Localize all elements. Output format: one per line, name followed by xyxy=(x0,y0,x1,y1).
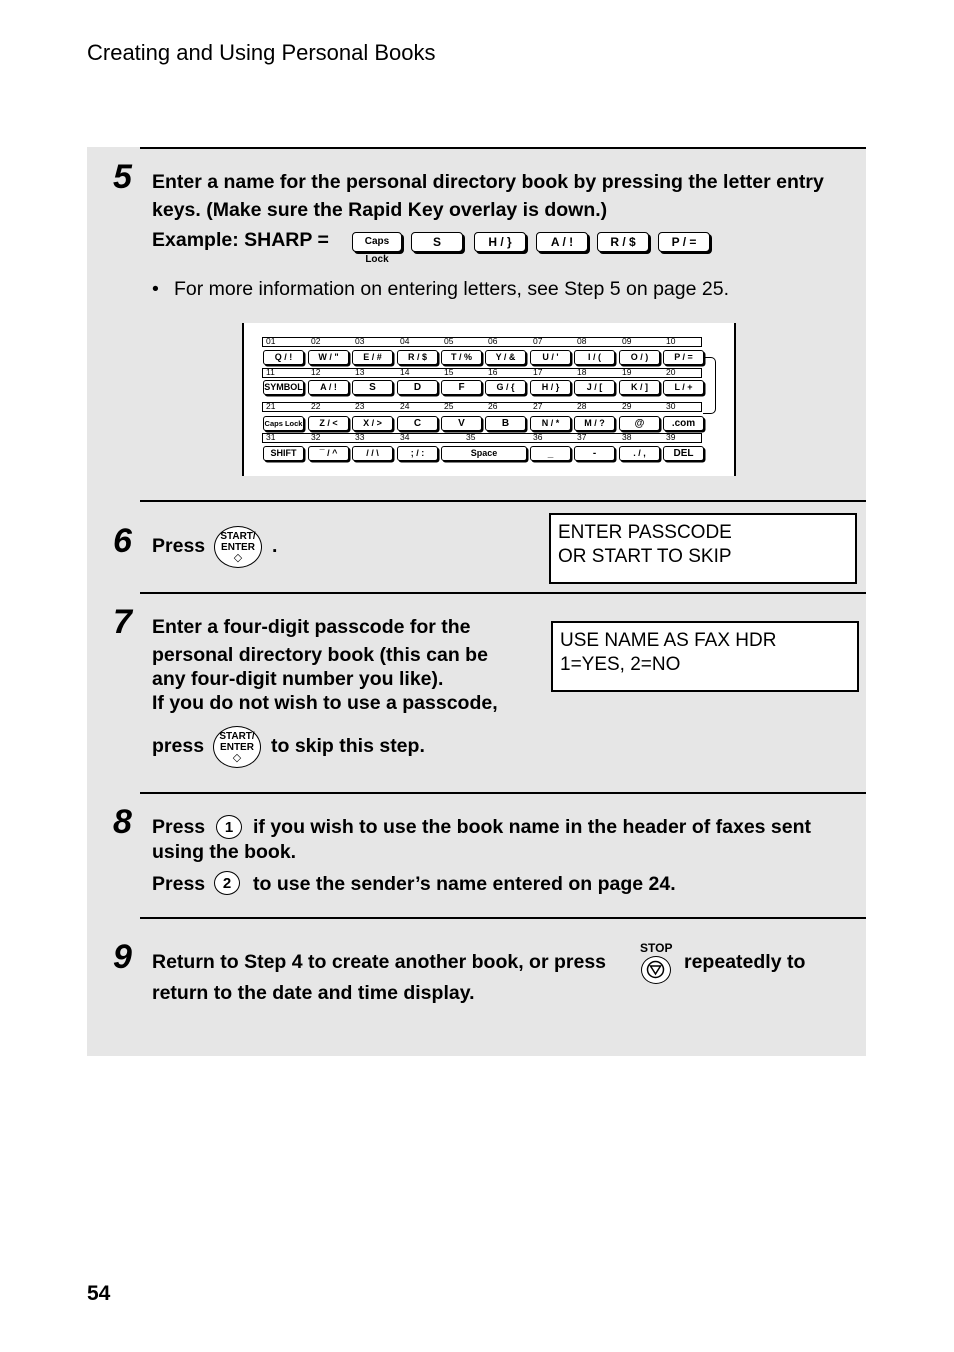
step9-text-a: Return to Step 4 to create another book, or press xyxy=(152,951,607,973)
keyboard-key: ; / : xyxy=(397,446,438,461)
lcd-line: USE NAME AS FAX HDR xyxy=(560,630,777,651)
step7-text-line2: personal directory book (this can be xyxy=(152,644,488,666)
step5-text-line1: Enter a name for the personal directory book by pressing the letter entry xyxy=(152,171,824,193)
step5-bullet-text: For more information on entering letters, see Step 5 on page 25. xyxy=(174,278,729,300)
step6-press-label: Press xyxy=(152,535,206,557)
keyboard-key: .com xyxy=(663,416,704,431)
key-number-strip xyxy=(262,433,702,443)
keyboard-edge xyxy=(242,323,244,476)
lcd-display xyxy=(549,513,857,584)
r-key: R / $ xyxy=(597,232,649,252)
step9-text-b: repeatedly to xyxy=(684,951,806,973)
start-label: START/ xyxy=(219,731,255,742)
keyboard-key: ¯ / ^ xyxy=(308,446,349,461)
keyboard-key: @ xyxy=(619,416,660,431)
keyboard-key: E / # xyxy=(352,350,393,365)
keyboard-key: Space xyxy=(441,446,527,461)
key-number: 34 xyxy=(400,432,410,442)
key-number: 17 xyxy=(533,367,543,377)
keyboard-key: A / ! xyxy=(308,380,349,395)
key-number: 30 xyxy=(666,401,676,411)
lcd-line: ENTER PASSCODE xyxy=(558,522,732,543)
start-enter-button xyxy=(214,526,262,568)
keyboard-key: _ xyxy=(530,446,571,461)
step-number: 8 xyxy=(113,803,132,841)
keyboard-key: N / * xyxy=(530,416,571,431)
key-number: 21 xyxy=(266,401,276,411)
keyboard-key: L / + xyxy=(663,380,704,395)
lcd-line: 1=YES, 2=NO xyxy=(560,654,681,675)
key-number: 15 xyxy=(444,367,454,377)
key-number: 02 xyxy=(311,336,321,346)
key-number: 25 xyxy=(444,401,454,411)
step7-text-line3: any four-digit number you like). xyxy=(152,668,444,690)
stop-button xyxy=(641,956,671,984)
keyboard-key: W / " xyxy=(308,350,349,365)
key-number: 24 xyxy=(400,401,410,411)
keyboard-key: SHIFT xyxy=(263,446,304,461)
keyboard-key: Caps Lock xyxy=(263,416,304,431)
key-number: 10 xyxy=(666,336,676,346)
step7-press-label: press xyxy=(152,735,205,757)
h-key: H / } xyxy=(474,232,526,252)
key-number: 07 xyxy=(533,336,543,346)
key-number-strip xyxy=(262,368,702,378)
keyboard-key: U / ' xyxy=(530,350,571,365)
keyboard-key: I / ( xyxy=(574,350,615,365)
step8-press-label: Press xyxy=(152,873,206,895)
keyboard-key: V xyxy=(441,416,482,431)
a-key: A / ! xyxy=(536,232,588,252)
step-number: 7 xyxy=(113,603,132,641)
keyboard-key: T / % xyxy=(441,350,482,365)
key-number: 09 xyxy=(622,336,632,346)
stop-label: STOP xyxy=(640,941,673,955)
lcd-line: OR START TO SKIP xyxy=(558,546,732,567)
caps-lock-key: Caps Lock xyxy=(352,232,402,252)
enter-label: ENTER xyxy=(221,542,255,553)
key-number: 22 xyxy=(311,401,321,411)
step7-text-line1: Enter a four-digit passcode for the xyxy=(152,616,471,638)
keyboard-key: . / , xyxy=(619,446,660,461)
keyboard-key: / / \ xyxy=(352,446,393,461)
keyboard-key: S xyxy=(352,380,393,395)
stop-icon xyxy=(642,957,669,982)
divider xyxy=(140,917,866,919)
keyboard-key: B xyxy=(485,416,526,431)
step-number: 6 xyxy=(113,522,132,560)
divider xyxy=(140,500,866,502)
page-header: Creating and Using Personal Books xyxy=(87,40,436,65)
key-2-button: 2 xyxy=(214,871,240,895)
step7-text-line4: If you do not wish to use a passcode, xyxy=(152,692,498,714)
enter-label: ENTER xyxy=(220,742,254,753)
key-number: 20 xyxy=(666,367,676,377)
keyboard-edge xyxy=(734,323,736,476)
key-number: 33 xyxy=(355,432,365,442)
step7-after-text: to skip this step. xyxy=(271,735,425,757)
step-number: 5 xyxy=(113,158,132,196)
keyboard-key: G / { xyxy=(485,380,526,395)
keyboard-key: C xyxy=(397,416,438,431)
key-number: 31 xyxy=(266,432,276,442)
keyboard-key: Y / & xyxy=(485,350,526,365)
key-number: 16 xyxy=(488,367,498,377)
keyboard-key: Z / < xyxy=(308,416,349,431)
keyboard-key: K / ] xyxy=(619,380,660,395)
lcd-display xyxy=(551,621,859,692)
diamond-icon: ◇ xyxy=(232,752,242,764)
divider xyxy=(140,792,866,794)
step8-text2: to use the sender’s name entered on page 24. xyxy=(253,873,676,895)
key-number: 26 xyxy=(488,401,498,411)
keyboard-key: F xyxy=(441,380,482,395)
keyboard-key: DEL xyxy=(663,446,704,461)
step9-text-c: return to the date and time display. xyxy=(152,982,475,1004)
key-number: 18 xyxy=(577,367,587,377)
step8-text1b: using the book. xyxy=(152,841,297,863)
key-number: 01 xyxy=(266,336,276,346)
step5-text-line2: keys. (Make sure the Rapid Key overlay is down.) xyxy=(152,199,608,221)
key-number: 11 xyxy=(266,367,275,377)
key-number-strip xyxy=(262,402,702,412)
bullet-icon: • xyxy=(152,278,159,300)
s-key: S xyxy=(411,232,463,252)
diamond-icon: ◇ xyxy=(233,552,243,564)
key-number: 04 xyxy=(400,336,410,346)
key-number: 06 xyxy=(488,336,498,346)
key-number: 36 xyxy=(533,432,543,442)
key-number-strip xyxy=(262,337,702,347)
keyboard-key: M / ? xyxy=(574,416,615,431)
keyboard-key: SYMBOL xyxy=(263,380,304,395)
keyboard-key: - xyxy=(574,446,615,461)
keyboard-key: J / [ xyxy=(574,380,615,395)
keyboard-key: R / $ xyxy=(397,350,438,365)
p-key: P / = xyxy=(658,232,710,252)
divider xyxy=(140,147,866,149)
keyboard-key: Q / ! xyxy=(263,350,304,365)
key-number: 05 xyxy=(444,336,454,346)
step8-press-label: Press xyxy=(152,816,206,838)
key-number: 13 xyxy=(355,367,365,377)
step5-example-label: Example: SHARP = xyxy=(152,229,329,251)
key-number: 23 xyxy=(355,401,365,411)
keyboard-key: H / } xyxy=(530,380,571,395)
step6-period: . xyxy=(272,535,278,557)
keyboard-key: P / = xyxy=(663,350,704,365)
keyboard-key: O / ) xyxy=(619,350,660,365)
start-enter-button xyxy=(213,726,261,768)
key-number: 35 xyxy=(466,432,476,442)
key-number: 32 xyxy=(311,432,321,442)
key-number: 28 xyxy=(577,401,587,411)
keyboard-key: X / > xyxy=(352,416,393,431)
key-number: 19 xyxy=(622,367,632,377)
key-number: 12 xyxy=(311,367,321,377)
step8-text1a: if you wish to use the book name in the header of faxes sent xyxy=(253,816,812,838)
key-number: 29 xyxy=(622,401,632,411)
key-number: 14 xyxy=(400,367,410,377)
key-number: 27 xyxy=(533,401,543,411)
key-number: 38 xyxy=(622,432,632,442)
start-label: START/ xyxy=(220,531,256,542)
step-number: 9 xyxy=(113,938,132,976)
keyboard-connector xyxy=(703,357,716,414)
keyboard-key: D xyxy=(397,380,438,395)
key-number: 08 xyxy=(577,336,587,346)
divider xyxy=(140,592,866,594)
key-number: 37 xyxy=(577,432,587,442)
page-number: 54 xyxy=(87,1282,111,1305)
key-number: 39 xyxy=(666,432,676,442)
key-number: 03 xyxy=(355,336,365,346)
key-1-button: 1 xyxy=(216,815,242,839)
